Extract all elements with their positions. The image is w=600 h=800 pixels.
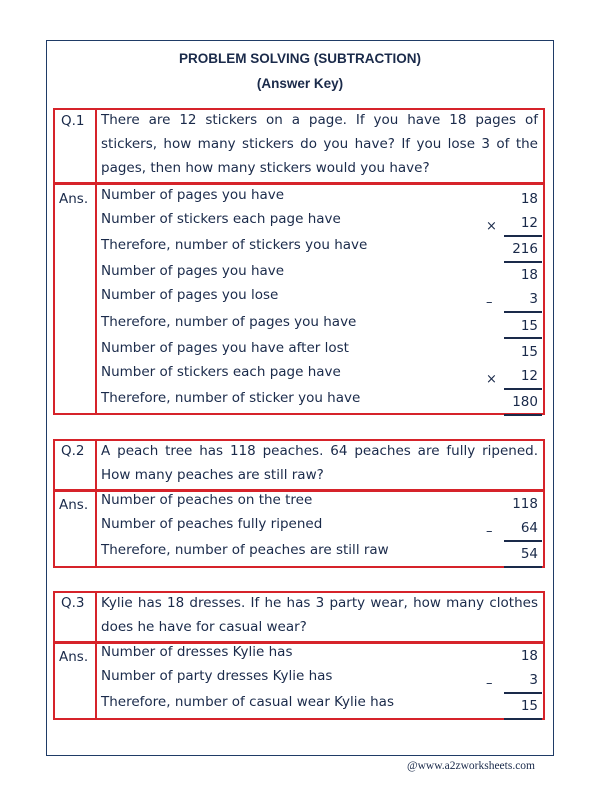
answer-row-label: Number of party dresses Kylie has (101, 668, 333, 684)
q1-question-text: There are 12 stickers on a page. If you have 18 pages of stickers, how many stickers do you have? If you lose 3 of the pages, then how many stickers would you have? (101, 112, 538, 176)
multiply-operator: × (486, 219, 497, 234)
q1-answer-label: Ans. (59, 191, 89, 207)
sum-underline (504, 235, 542, 237)
answer-row-value: 15 (520, 344, 538, 360)
q3-label: Q.3 (61, 595, 85, 611)
q2-answer-label: Ans. (59, 497, 89, 513)
answer-row-label: Therefore, number of casual wear Kylie has (101, 694, 394, 710)
sum-underline (504, 692, 542, 694)
minus-operator: – (486, 295, 493, 310)
result-underline (504, 261, 542, 263)
q1-label: Q.1 (61, 113, 85, 129)
answer-row-value: 64 (520, 520, 538, 536)
q3-answer-label: Ans. (59, 649, 89, 665)
q2-question-text: A peach tree has 118 peaches. 64 peaches are fully ripened. How many peaches are still raw? (101, 443, 538, 483)
answer-row-label: Number of pages you have (101, 263, 285, 279)
answer-row-value: 12 (520, 215, 538, 231)
answer-row-label: Therefore, number of pages you have (101, 314, 357, 330)
page-subtitle: (Answer Key) (256, 76, 344, 91)
answer-row-value: 3 (529, 291, 538, 307)
sum-underline (504, 540, 542, 542)
answer-row-value: 180 (512, 394, 538, 410)
answer-row-value: 18 (520, 648, 538, 664)
multiply-operator: × (486, 372, 497, 387)
result-underline (504, 414, 542, 416)
page-title: PROBLEM SOLVING (SUBTRACTION) (179, 51, 421, 66)
answer-row-label: Therefore, number of sticker you have (101, 390, 361, 406)
q2-label: Q.2 (61, 443, 85, 459)
minus-operator: – (486, 524, 493, 539)
result-underline (504, 566, 542, 568)
answer-row-label: Number of pages you lose (101, 287, 279, 303)
answer-row-label: Number of peaches on the tree (101, 492, 313, 508)
answer-row-value: 12 (520, 368, 538, 384)
answer-row-value: 15 (520, 698, 538, 714)
answer-row-value: 216 (512, 241, 538, 257)
answer-row-value: 118 (512, 496, 538, 512)
sum-underline (504, 311, 542, 313)
q3-question-text: Kylie has 18 dresses. If he has 3 party wear, how many clothes does he have for casual wear? (101, 595, 538, 635)
answer-row-label: Number of pages you have (101, 187, 285, 203)
answer-row-label: Number of peaches fully ripened (101, 516, 323, 532)
answer-row-value: 18 (520, 191, 538, 207)
sum-underline (504, 388, 542, 390)
result-underline (504, 718, 542, 720)
footer-url: @www.a2zworksheets.com (407, 760, 536, 772)
answer-row-value: 54 (520, 546, 538, 562)
answer-row-value: 18 (520, 267, 538, 283)
answer-row-label: Therefore, number of stickers you have (101, 237, 368, 253)
result-underline (504, 337, 542, 339)
answer-row-value: 3 (529, 672, 538, 688)
answer-row-label: Therefore, number of peaches are still raw (101, 542, 389, 558)
answer-row-label: Number of stickers each page have (101, 364, 341, 380)
minus-operator: – (486, 676, 493, 691)
answer-row-value: 15 (520, 318, 538, 334)
answer-row-label: Number of pages you have after lost (101, 340, 349, 356)
answer-row-label: Number of stickers each page have (101, 211, 341, 227)
answer-row-label: Number of dresses Kylie has (101, 644, 293, 660)
